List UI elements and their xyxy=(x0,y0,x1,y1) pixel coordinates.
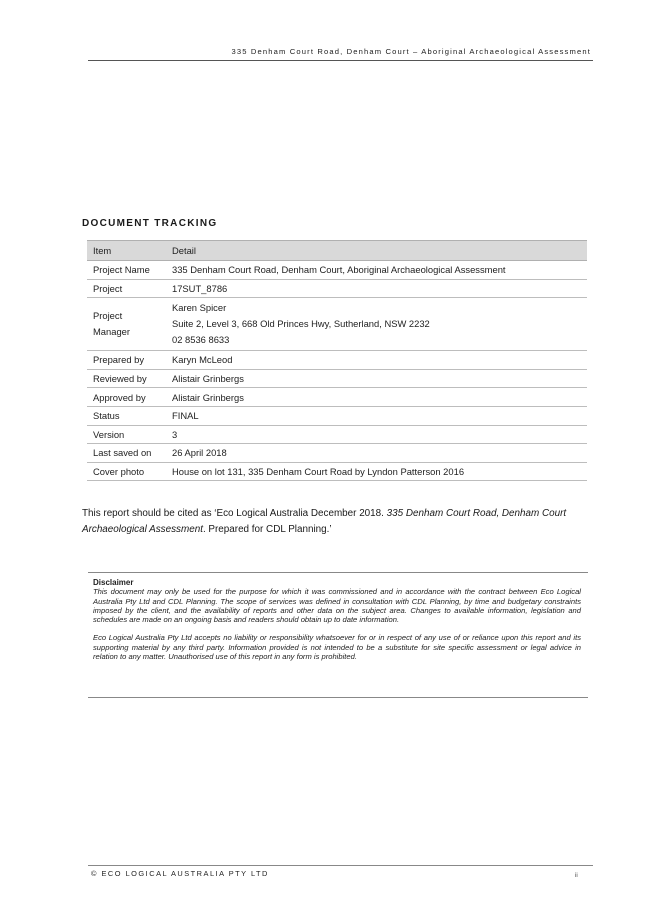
row-label: Reviewed by xyxy=(87,369,166,388)
manager-address: Suite 2, Level 3, 668 Old Princes Hwy, Sutherland, NSW 2232 xyxy=(172,318,430,330)
table-row xyxy=(87,351,587,370)
row-label: Version xyxy=(87,425,166,444)
row-value: 17SUT_8786 xyxy=(166,279,587,298)
row-value: FINAL xyxy=(166,406,587,425)
manager-name: Karen Spicer xyxy=(172,302,227,314)
table-row xyxy=(87,406,587,425)
table-row xyxy=(87,462,587,481)
citation-title: 335 Denham Court Road, Denham Court Archaeological Assessment xyxy=(82,508,567,535)
disclaimer-paragraph: This document may only be used for the purpose for which it was commissioned and in accordance with the contract between Eco Logical Australia Pty Ltd and CDL Planning. The scope of services was defined in consultation with CDL Planning, by time and budgetary constraints imposed by the client, and the availability of reports and other data on the subject area. Changes to available information, legislation and schedules are made on an ongoing basis and readers should obtain up to date information. xyxy=(93,587,581,625)
column-header-item: Item xyxy=(87,241,166,261)
document-tracking-table xyxy=(87,240,587,481)
table-row xyxy=(87,369,587,388)
row-value xyxy=(166,298,587,351)
row-label: Cover photo xyxy=(87,462,166,481)
row-value: 26 April 2018 xyxy=(166,444,587,463)
row-label: Approved by xyxy=(87,388,166,407)
section-title: DOCUMENT TRACKING xyxy=(82,218,218,229)
manager-phone: 02 8536 8633 xyxy=(172,334,230,346)
running-header: 335 Denham Court Road, Denham Court – Aboriginal Archaeological Assessment xyxy=(231,47,591,56)
row-value: 335 Denham Court Road, Denham Court, Aboriginal Archaeological Assessment xyxy=(166,261,587,280)
citation-prefix: This report should be cited as ‘Eco Logical Australia December 2018. xyxy=(82,508,387,519)
table-row xyxy=(87,388,587,407)
table-row xyxy=(87,261,587,280)
footer-copyright: © ECO LOGICAL AUSTRALIA PTY LTD xyxy=(91,869,269,878)
disclaimer-divider-top xyxy=(88,572,588,573)
row-label: Project Name xyxy=(87,261,166,280)
table-row xyxy=(87,298,587,351)
row-label: Project xyxy=(87,279,166,298)
row-label: Project Manager xyxy=(87,298,166,351)
header-divider xyxy=(88,60,593,61)
row-label: Prepared by xyxy=(87,351,166,370)
row-label: Last saved on xyxy=(87,444,166,463)
footer-divider xyxy=(88,865,593,866)
disclaimer-block xyxy=(93,578,581,661)
citation-text xyxy=(82,506,592,538)
row-value: Alistair Grinbergs xyxy=(166,388,587,407)
table-row xyxy=(87,444,587,463)
disclaimer-divider-bottom xyxy=(88,697,588,698)
row-value: Karyn McLeod xyxy=(166,351,587,370)
disclaimer-title: Disclaimer xyxy=(93,578,134,587)
row-value: House on lot 131, 335 Denham Court Road by Lyndon Patterson 2016 xyxy=(166,462,587,481)
column-header-detail: Detail xyxy=(166,241,587,261)
table-row xyxy=(87,279,587,298)
citation-suffix: . Prepared for CDL Planning.’ xyxy=(202,524,332,535)
row-value: 3 xyxy=(166,425,587,444)
page-number: ii xyxy=(575,873,578,879)
row-value: Alistair Grinbergs xyxy=(166,369,587,388)
table-header-row xyxy=(87,241,587,261)
row-label: Status xyxy=(87,406,166,425)
table-row xyxy=(87,425,587,444)
disclaimer-paragraph: Eco Logical Australia Pty Ltd accepts no liability or responsibility whatsoever for or in respect of any use of or reliance upon this report and its supporting material by any third party. Information provided is not intended to be a substitute for site specific assessment or legal advice in relation to any matter. Unauthorised use of this report in any form is prohibited. xyxy=(93,633,581,662)
